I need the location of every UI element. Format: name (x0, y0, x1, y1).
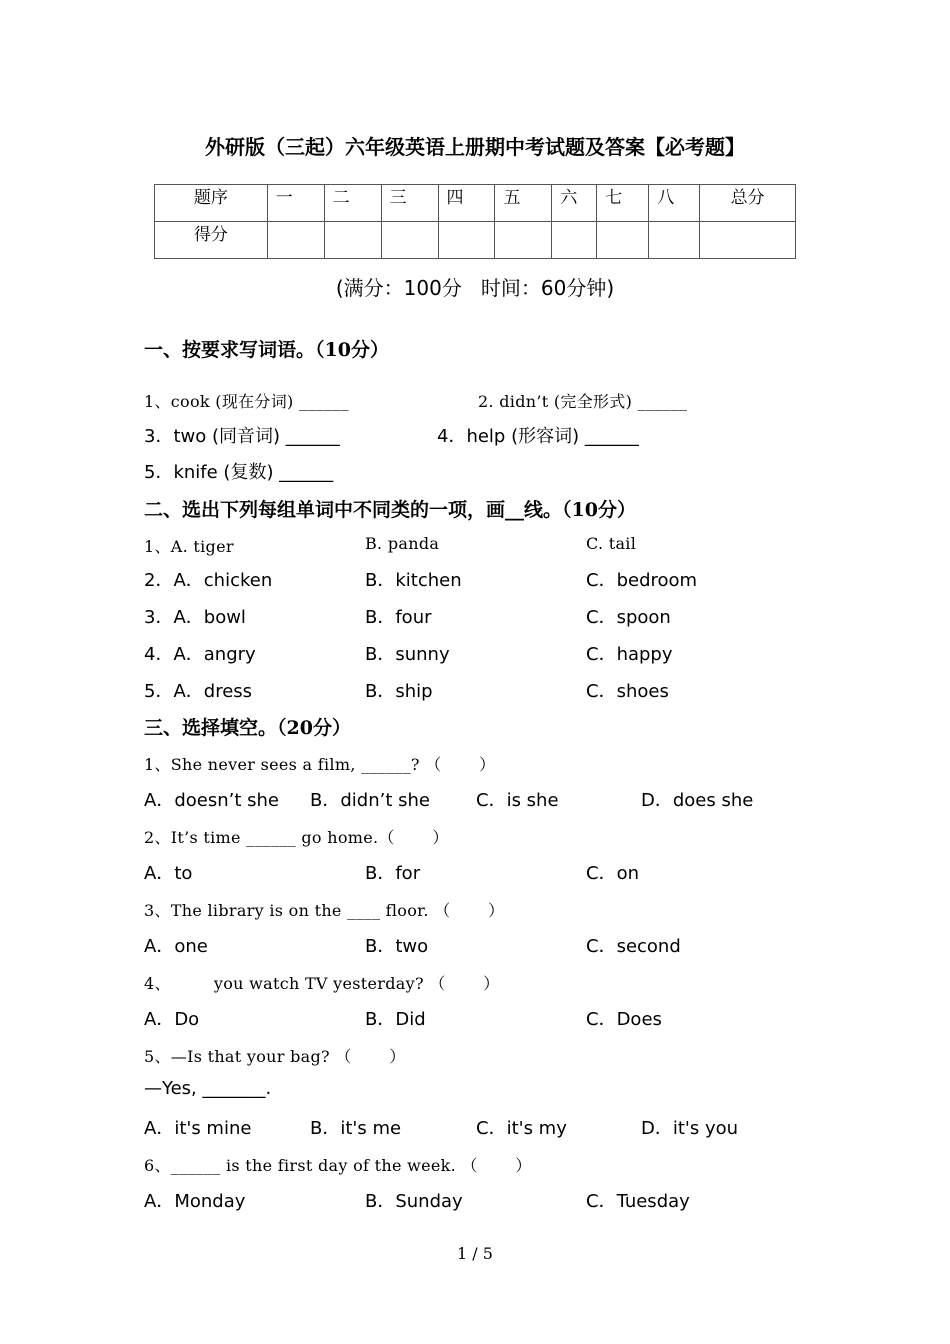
s3-q1-option-b: B．didn’t she (310, 790, 430, 811)
document-title: 外研版（三起）六年级英语上册期中考试题及答案【必考题】 (205, 135, 745, 159)
score-table-header-row (155, 185, 796, 222)
score-header-cell: 六 (552, 185, 597, 222)
section3-heading: 三、选择填空。（20分） (144, 717, 351, 739)
score-header-cell: 八 (649, 185, 700, 222)
s2-row-4-option-c: C．happy (586, 644, 673, 665)
score-input-cell[interactable] (597, 222, 649, 259)
s2-row-3-option-a: 3．A．bowl (144, 607, 246, 628)
s2-row-2-option-a: 2．A．chicken (144, 570, 273, 591)
s2-row-1-option-a: 1、A. tiger (144, 537, 234, 556)
s2-row-4-option-b: B．sunny (365, 644, 450, 665)
score-time-info: (满分：100分 时间：60分钟) (335, 276, 615, 300)
s2-row-5-option-a: 5．A．dress (144, 681, 253, 702)
s2-row-1-option-b: B. panda (365, 534, 440, 553)
section2-heading: 二、选出下列每组单词中不同类的一项，画__线。（10分） (144, 499, 636, 521)
score-header-cell: 三 (381, 185, 438, 222)
s3-q1-option-c: C．is she (476, 790, 559, 811)
s2-row-1-option-c: C. tail (586, 534, 637, 553)
score-input-cell[interactable] (381, 222, 438, 259)
score-header-cell: 七 (597, 185, 649, 222)
s3-question-3-stem: 3、The library is on the ____ floor. （ ） (144, 901, 505, 920)
s3-q4-option-a: A．Do (144, 1009, 200, 1030)
s3-question-1-stem: 1、She never sees a film, ______? （ ） (144, 755, 496, 774)
s3-question-2-stem: 2、It’s time ______ go home.（ ） (144, 828, 449, 847)
s1-question-3: 3．two (同音词) ______ (144, 426, 340, 447)
s3-q3-option-a: A．one (144, 936, 208, 957)
s1-question-1: 1、cook (现在分词) ______ (144, 392, 349, 411)
score-header-cell: 五 (495, 185, 552, 222)
score-header-cell: 题序 (155, 185, 268, 222)
s2-row-5-option-b: B．ship (365, 681, 433, 702)
section1-heading: 一、按要求写词语。（10分） (144, 339, 389, 361)
s3-question-4-stem: 4、 you watch TV yesterday? （ ） (144, 974, 500, 993)
s1-question-4: 4．help (形容词) ______ (437, 426, 639, 447)
s3-q4-option-b: B．Did (365, 1009, 426, 1030)
score-input-cell[interactable] (700, 222, 796, 259)
s3-q4-option-c: C．Does (586, 1009, 662, 1030)
s2-row-3-option-b: B．four (365, 607, 432, 628)
s3-q1-option-a: A．doesn’t she (144, 790, 279, 811)
s3-q1-option-d: D．does she (641, 790, 754, 811)
s3-q3-option-b: B．two (365, 936, 429, 957)
score-input-cell[interactable] (267, 222, 324, 259)
s3-q5-option-c: C．it's my (476, 1118, 567, 1139)
s2-row-3-option-c: C．spoon (586, 607, 671, 628)
s2-row-5-option-c: C．shoes (586, 681, 669, 702)
score-input-cell[interactable] (649, 222, 700, 259)
score-header-cell: 二 (324, 185, 381, 222)
s3-q2-option-a: A．to (144, 863, 193, 884)
s3-q6-option-a: A．Monday (144, 1191, 246, 1212)
s3-q5-option-a: A．it's mine (144, 1118, 252, 1139)
s2-row-2-option-c: C．bedroom (586, 570, 698, 591)
score-table (154, 184, 796, 259)
s3-question-5-stem: 5、—Is that your bag? （ ） (144, 1047, 406, 1066)
s2-row-4-option-a: 4．A．angry (144, 644, 256, 665)
score-input-cell[interactable] (324, 222, 381, 259)
score-header-cell: 总分 (700, 185, 796, 222)
s3-q5-reply: —Yes, _______. (144, 1078, 272, 1099)
s1-question-5: 5．knife (复数) ______ (144, 462, 334, 483)
s3-q3-option-c: C．second (586, 936, 681, 957)
s3-q5-option-b: B．it's me (310, 1118, 402, 1139)
score-input-cell[interactable] (552, 222, 597, 259)
s3-q5-option-d: D．it's you (641, 1118, 739, 1139)
s3-q6-option-b: B．Sunday (365, 1191, 463, 1212)
score-table-score-row (155, 222, 796, 259)
score-header-cell: 四 (438, 185, 495, 222)
score-input-cell[interactable] (438, 222, 495, 259)
s3-question-6-stem: 6、______ is the first day of the week. （ ） (144, 1156, 532, 1175)
score-input-cell[interactable] (495, 222, 552, 259)
score-row-label: 得分 (155, 222, 268, 259)
s3-q6-option-c: C．Tuesday (586, 1191, 690, 1212)
s3-q2-option-c: C．on (586, 863, 639, 884)
s3-q2-option-b: B．for (365, 863, 421, 884)
page-number: 1 / 5 (457, 1244, 493, 1263)
s1-question-2: 2. didn’t (完全形式) ______ (478, 392, 688, 411)
score-header-cell: 一 (267, 185, 324, 222)
s2-row-2-option-b: B．kitchen (365, 570, 462, 591)
